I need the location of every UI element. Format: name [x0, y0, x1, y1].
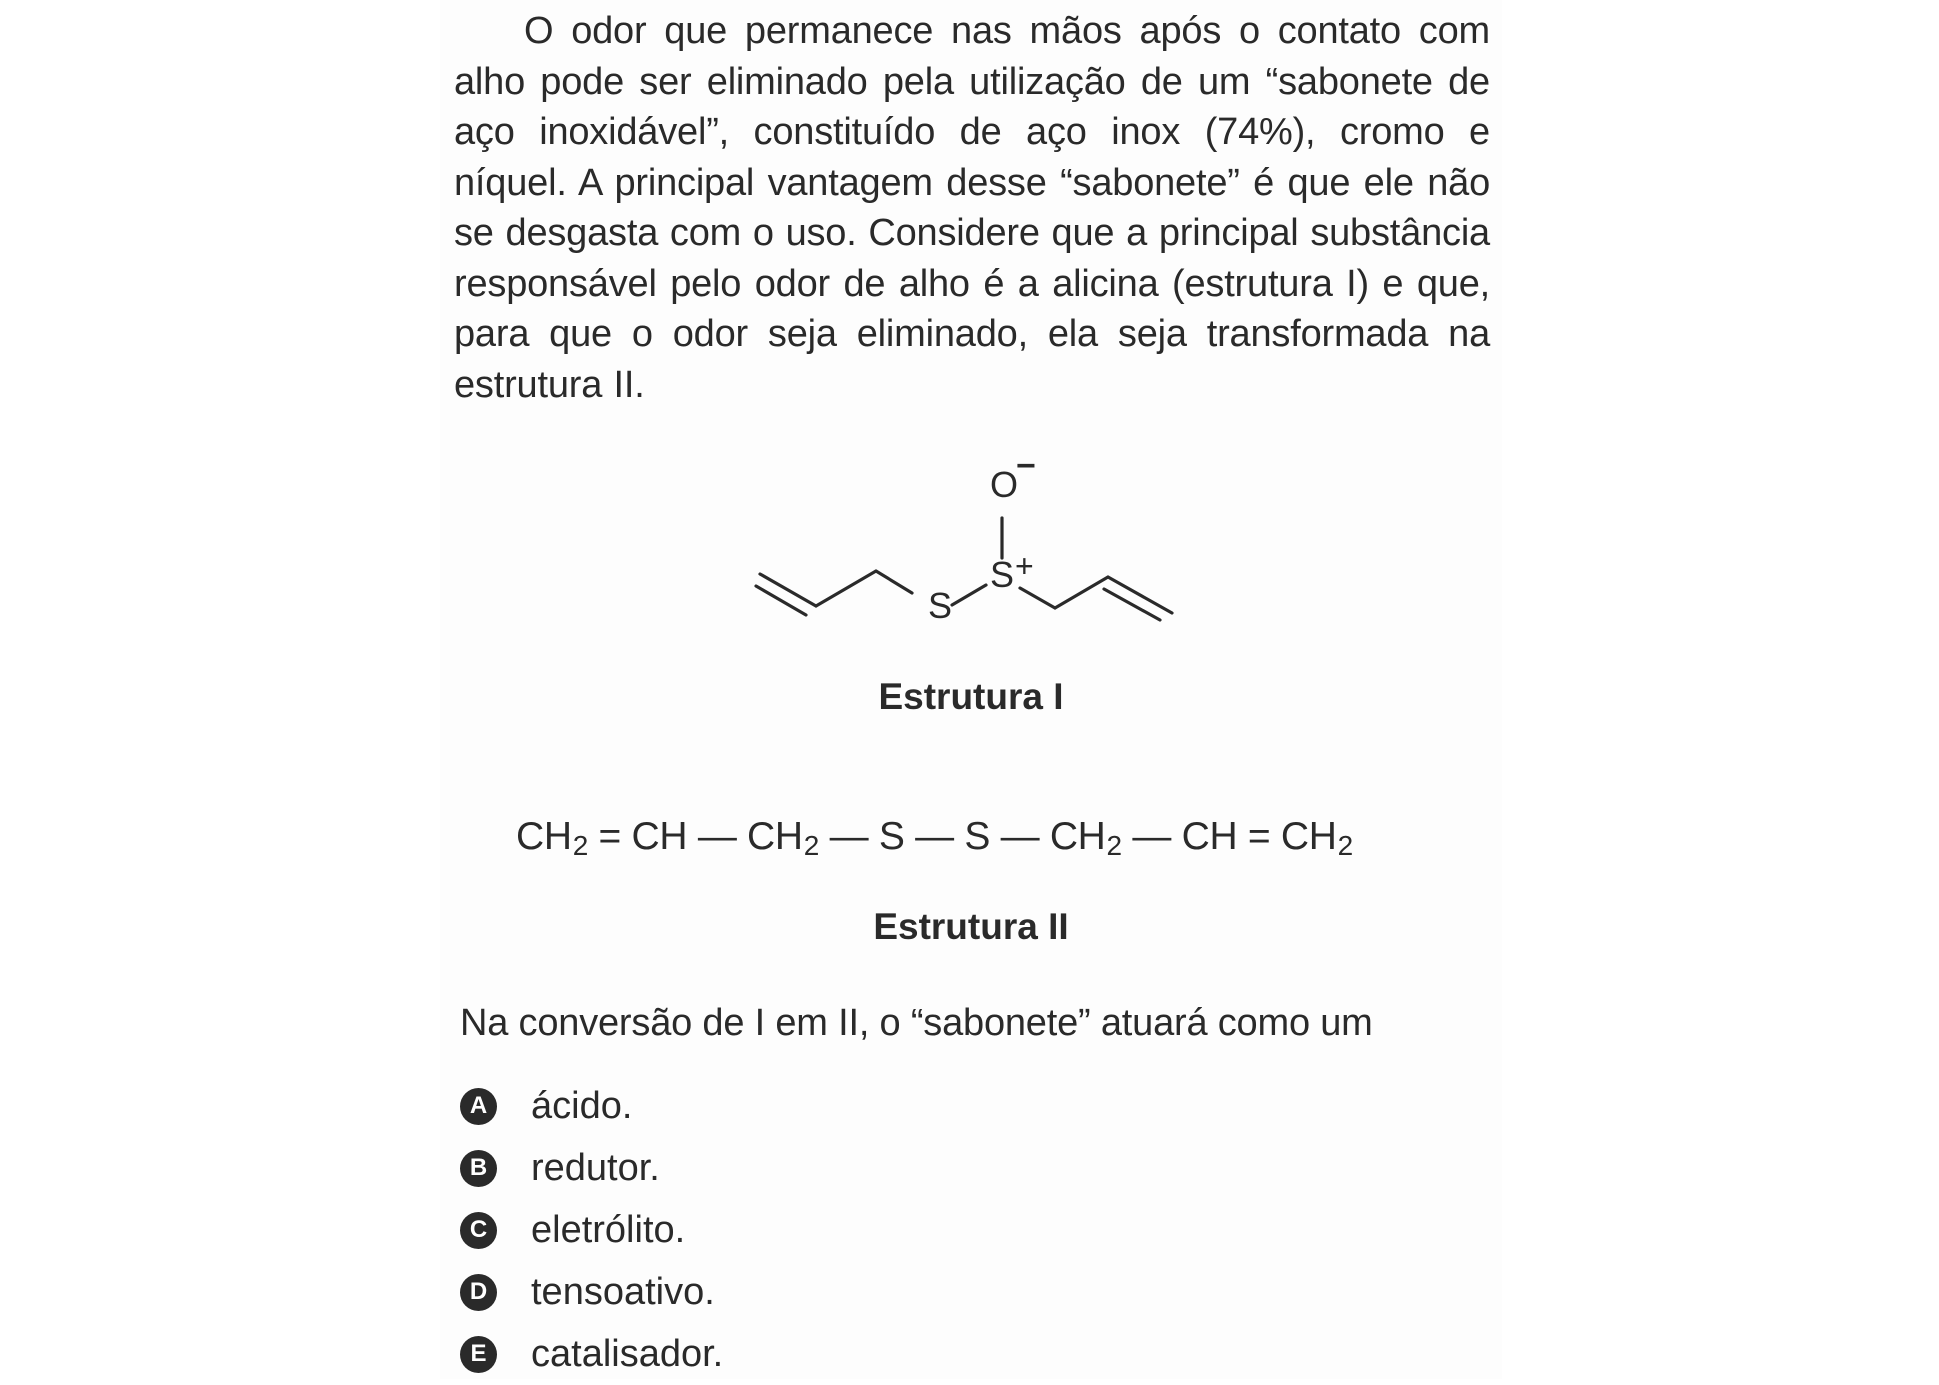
formula-part-2: = CH — CH	[588, 815, 803, 858]
option-d[interactable]	[460, 1261, 723, 1323]
allicin-skeletal-formula	[740, 447, 1200, 655]
structure-1-caption: Estrutura I	[878, 676, 1064, 717]
structure-2-caption: Estrutura II	[873, 906, 1069, 947]
option-c-badge: C	[460, 1212, 497, 1249]
option-e-badge: E	[460, 1336, 497, 1373]
formula-subscript-3: 2	[1106, 830, 1122, 861]
formula-part-3: — S — S — CH	[819, 815, 1106, 858]
option-e-text: catalisador.	[531, 1332, 724, 1375]
option-a-text: ácido.	[531, 1084, 633, 1127]
bond-s-s	[952, 585, 986, 605]
formula-subscript-4: 2	[1337, 830, 1353, 861]
oxygen-charge: −	[1016, 447, 1036, 485]
option-d-text: tensoativo.	[531, 1270, 715, 1313]
bond-right-ch2-ch	[1055, 577, 1108, 608]
sulfur-charge: +	[1015, 548, 1034, 584]
structure-1-diagram	[740, 447, 1200, 655]
bond-left-ch2-s	[876, 571, 912, 593]
option-b-badge: B	[460, 1150, 497, 1187]
option-b[interactable]	[460, 1137, 723, 1199]
question-page	[440, 0, 1502, 1379]
option-b-text: redutor.	[531, 1146, 660, 1189]
answer-options	[460, 1075, 723, 1385]
structure-2-formula	[516, 815, 1353, 859]
option-e[interactable]	[460, 1323, 723, 1385]
bond-vinyl-left-double-a	[760, 574, 816, 606]
sulfur-left-atom: S	[928, 585, 953, 626]
bond-vinyl-right-double-b	[1104, 589, 1160, 620]
bond-vinyl-left-double-b	[756, 586, 806, 615]
formula-subscript-2: 2	[803, 830, 820, 861]
option-a[interactable]	[460, 1075, 723, 1137]
formula-part-4: — CH = CH	[1121, 815, 1337, 858]
option-c[interactable]	[460, 1199, 723, 1261]
option-a-badge: A	[460, 1088, 497, 1125]
oxygen-atom: O	[990, 464, 1019, 505]
formula-subscript-1: 2	[572, 830, 589, 861]
intro-text: O odor que permanece nas mãos após o contato com alho pode ser eliminado pela utilização de um “sabonete de aço inoxidável”, constituído de aço inox (74%), cromo e níquel. A principal vantagem desse “sabonete” é que ele não se desgasta com o uso. Considere que a principal substância responsável pelo odor de alho é a alicina (estrutura I) e que, para que o odor seja eliminado, ela seja transformada na estrutura II.	[454, 10, 1490, 406]
bond-left-ch-ch2	[816, 571, 876, 606]
question-stem: Na conversão de I em II, o “sabonete” atuará como um	[460, 1002, 1373, 1044]
formula-part-1: CH	[516, 815, 572, 858]
sulfur-right-atom: S	[990, 554, 1015, 595]
option-c-text: eletrólito.	[531, 1208, 686, 1251]
option-d-badge: D	[460, 1274, 497, 1311]
bond-s-ch2-right	[1020, 588, 1055, 608]
intro-paragraph	[454, 6, 1490, 410]
